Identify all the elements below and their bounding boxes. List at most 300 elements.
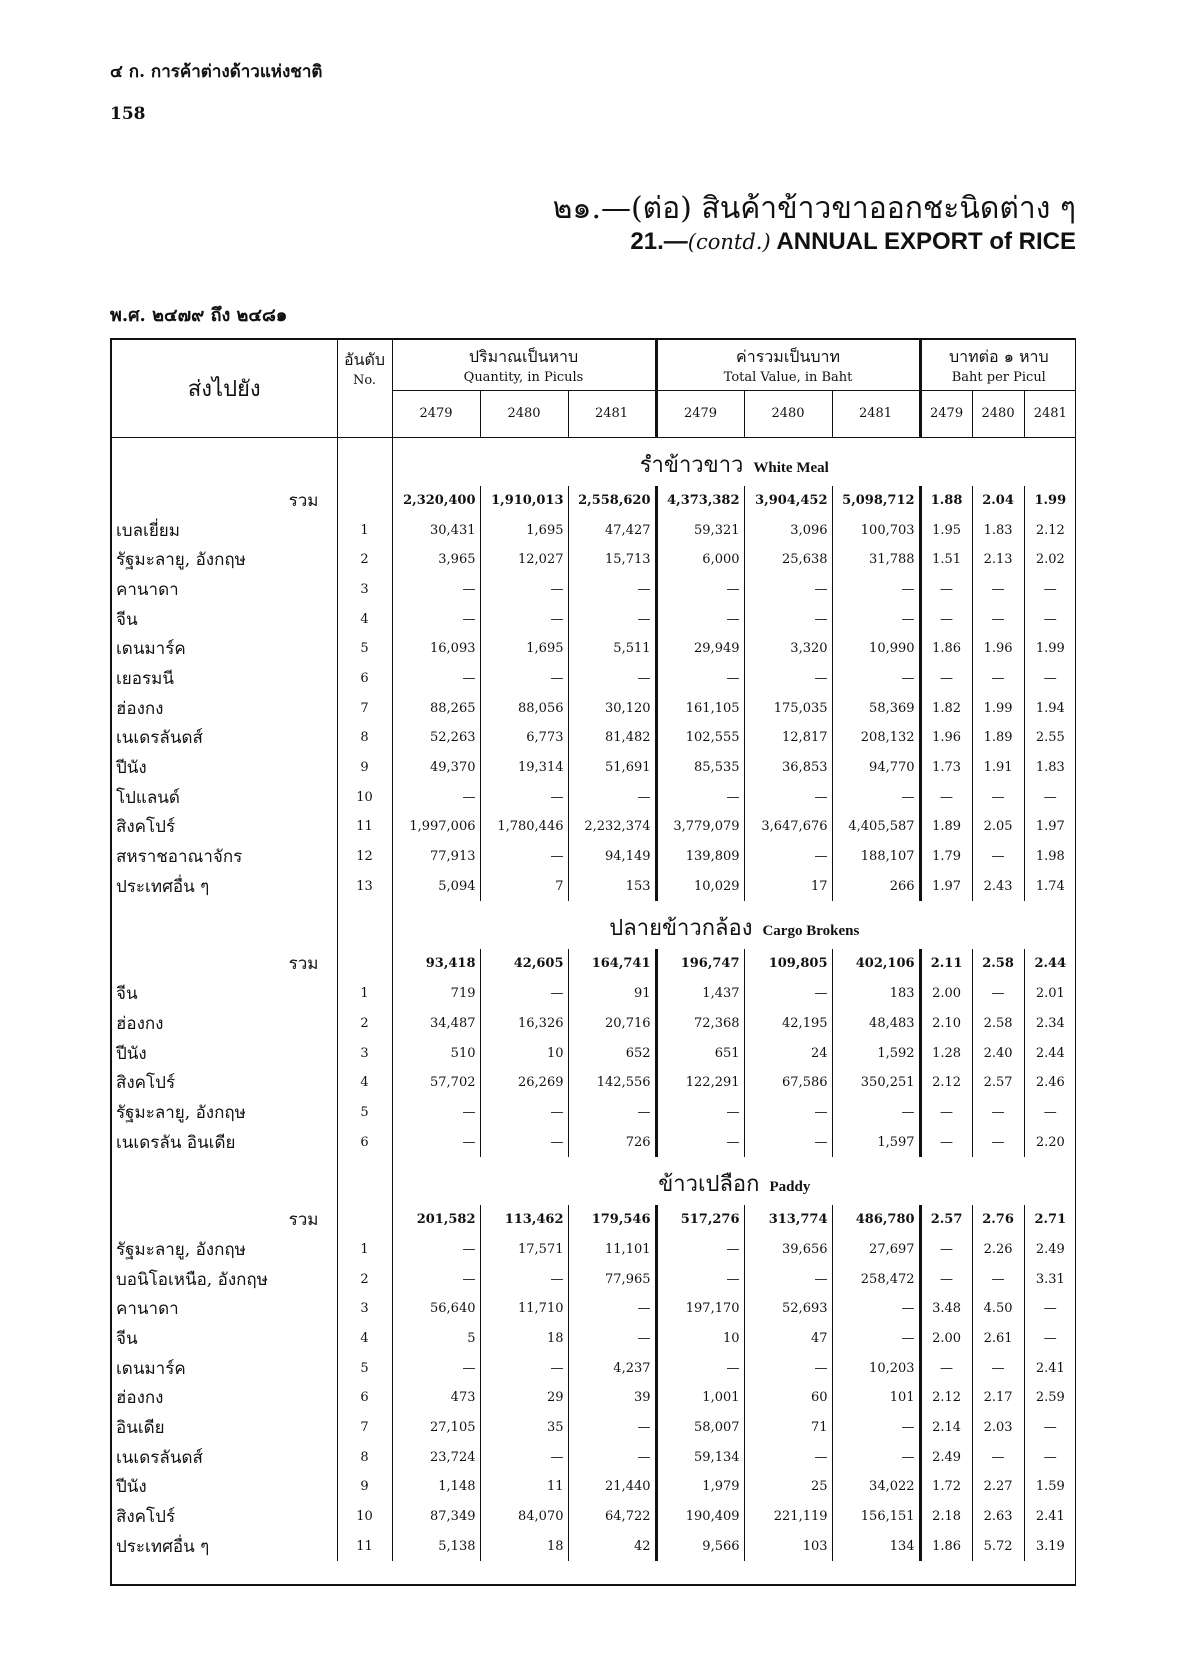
rate-cell: 3.48 bbox=[920, 1294, 972, 1324]
destination-cell: เดนมาร์ค bbox=[116, 639, 186, 660]
quantity-cell: 19,314 bbox=[480, 753, 568, 783]
value-cell: — bbox=[832, 664, 920, 694]
rate-cell: 3.31 bbox=[1024, 1264, 1076, 1294]
value-cell: 48,483 bbox=[832, 1009, 920, 1039]
table-row bbox=[112, 575, 1076, 605]
rate-cell: — bbox=[1024, 1442, 1076, 1472]
value-cell: 59,321 bbox=[656, 515, 744, 545]
rate-cell: 2.61 bbox=[972, 1324, 1024, 1354]
value-cell: 72,368 bbox=[656, 1009, 744, 1039]
value-cell: 58,007 bbox=[656, 1413, 744, 1443]
rate-cell: 2.46 bbox=[1024, 1068, 1076, 1098]
quantity-cell: 179,546 bbox=[568, 1205, 656, 1235]
quantity-cell: — bbox=[392, 782, 480, 812]
rate-cell: 1.96 bbox=[920, 723, 972, 753]
quantity-cell: 17,571 bbox=[480, 1235, 568, 1265]
destination-header: ส่งไปยัง bbox=[112, 340, 337, 437]
value-cell: — bbox=[656, 1127, 744, 1157]
value-cell: 58,369 bbox=[832, 693, 920, 723]
value-cell: — bbox=[832, 1442, 920, 1472]
rate-cell: 2.18 bbox=[920, 1502, 972, 1532]
quantity-cell: — bbox=[392, 1127, 480, 1157]
table-row bbox=[112, 1502, 1076, 1532]
rate-cell: — bbox=[972, 1442, 1024, 1472]
number-cell: 2 bbox=[337, 545, 392, 575]
value-cell: 47 bbox=[744, 1324, 832, 1354]
quantity-cell: — bbox=[392, 575, 480, 605]
table-row bbox=[112, 1294, 1076, 1324]
quantity-cell: 42,605 bbox=[480, 949, 568, 979]
rate-cell: — bbox=[972, 664, 1024, 694]
quantity-cell: — bbox=[568, 575, 656, 605]
rate-cell: — bbox=[972, 1127, 1024, 1157]
quantity-cell: 64,722 bbox=[568, 1502, 656, 1532]
destination-cell: รวม bbox=[288, 954, 319, 975]
value-cell: 17 bbox=[744, 871, 832, 901]
section-spacer bbox=[337, 1157, 392, 1205]
value-cell: — bbox=[744, 979, 832, 1009]
number-cell: 1 bbox=[337, 979, 392, 1009]
value-cell: 183 bbox=[832, 979, 920, 1009]
rate-cell: — bbox=[1024, 604, 1076, 634]
table-row bbox=[112, 1235, 1076, 1265]
number-header: อันดับ No. bbox=[337, 340, 392, 437]
value-cell: 39,656 bbox=[744, 1235, 832, 1265]
quantity-cell: — bbox=[392, 1353, 480, 1383]
quantity-cell: 39 bbox=[568, 1383, 656, 1413]
value-cell: — bbox=[744, 1442, 832, 1472]
table-row bbox=[112, 871, 1076, 901]
rate-cell: 1.95 bbox=[920, 515, 972, 545]
value-cell: 101 bbox=[832, 1383, 920, 1413]
number-cell bbox=[337, 486, 392, 516]
rate-cell: 3.19 bbox=[1024, 1532, 1076, 1562]
value-cell: 12,817 bbox=[744, 723, 832, 753]
quantity-cell: 1,780,446 bbox=[480, 812, 568, 842]
value-cell: 52,693 bbox=[744, 1294, 832, 1324]
quantity-cell: — bbox=[568, 1413, 656, 1443]
value-cell: 196,747 bbox=[656, 949, 744, 979]
value-cell: — bbox=[832, 575, 920, 605]
value-cell: — bbox=[744, 1264, 832, 1294]
quantity-cell: 94,149 bbox=[568, 842, 656, 872]
value-cell: — bbox=[656, 1098, 744, 1128]
value-cell: — bbox=[832, 1413, 920, 1443]
quantity-cell: 77,913 bbox=[392, 842, 480, 872]
rate-cell: 1.99 bbox=[972, 693, 1024, 723]
section-total-row bbox=[112, 486, 1076, 516]
rate-cell: — bbox=[920, 1353, 972, 1383]
table-row bbox=[112, 842, 1076, 872]
quantity-cell: 93,418 bbox=[392, 949, 480, 979]
quantity-cell: 5,511 bbox=[568, 634, 656, 664]
value-cell: 3,096 bbox=[744, 515, 832, 545]
section-title bbox=[392, 437, 1076, 486]
destination-cell: ฮ่องกง bbox=[116, 1388, 164, 1409]
rate-cell: 1.94 bbox=[1024, 693, 1076, 723]
destination-cell: สหราชอาณาจักร bbox=[116, 847, 243, 868]
table-row bbox=[112, 1068, 1076, 1098]
rate-cell: 1.97 bbox=[920, 871, 972, 901]
destination-cell: เนเดรลันดส์ bbox=[116, 1447, 203, 1468]
rate-cell: 1.86 bbox=[920, 1532, 972, 1562]
quantity-cell: 16,093 bbox=[392, 634, 480, 664]
data-table bbox=[112, 340, 1076, 1561]
rate-cell: 2.05 bbox=[972, 812, 1024, 842]
section-title-thai: รำข้าวขาว bbox=[639, 452, 744, 478]
rate-cell: 1.99 bbox=[1024, 634, 1076, 664]
section-spacer bbox=[112, 1157, 337, 1205]
value-cell: 1,592 bbox=[832, 1038, 920, 1068]
rate-cell: 1.51 bbox=[920, 545, 972, 575]
section-title-thai: ข้าวเปลือก bbox=[658, 1171, 760, 1197]
value-cell: 139,809 bbox=[656, 842, 744, 872]
number-cell bbox=[337, 1205, 392, 1235]
rate-cell: 2.49 bbox=[920, 1442, 972, 1472]
rate-cell: — bbox=[920, 664, 972, 694]
value-cell: 350,251 bbox=[832, 1068, 920, 1098]
rate-cell: 1.89 bbox=[972, 723, 1024, 753]
value-cell: 313,774 bbox=[744, 1205, 832, 1235]
section-spacer bbox=[112, 901, 337, 949]
rate-header: บาทต่อ ๑ หาบ Baht per Picul bbox=[920, 340, 1076, 390]
value-cell: — bbox=[656, 575, 744, 605]
value-cell: 402,106 bbox=[832, 949, 920, 979]
quantity-cell: 21,440 bbox=[568, 1472, 656, 1502]
rate-cell: 2.17 bbox=[972, 1383, 1024, 1413]
value-cell: 10,203 bbox=[832, 1353, 920, 1383]
quantity-cell: 34,487 bbox=[392, 1009, 480, 1039]
destination-cell: จีน bbox=[116, 1329, 138, 1350]
qty-year-2479: 2479 bbox=[392, 390, 480, 437]
quantity-cell: 1,695 bbox=[480, 634, 568, 664]
quantity-cell: 30,120 bbox=[568, 693, 656, 723]
rate-cell: 1.83 bbox=[972, 515, 1024, 545]
destination-cell: ประเทศอื่น ๆ bbox=[116, 1536, 210, 1557]
quantity-cell: 6,773 bbox=[480, 723, 568, 753]
rate-year-2480: 2480 bbox=[972, 390, 1024, 437]
destination-cell: ฮ่องกง bbox=[116, 1013, 164, 1034]
value-cell: 266 bbox=[832, 871, 920, 901]
table-row bbox=[112, 1532, 1076, 1562]
destination-cell: รวม bbox=[288, 490, 319, 511]
rate-cell: — bbox=[1024, 664, 1076, 694]
number-cell: 2 bbox=[337, 1264, 392, 1294]
table-row bbox=[112, 723, 1076, 753]
number-cell: 9 bbox=[337, 753, 392, 783]
number-cell: 3 bbox=[337, 575, 392, 605]
value-cell: 208,132 bbox=[832, 723, 920, 753]
number-cell: 12 bbox=[337, 842, 392, 872]
rate-cell: 1.98 bbox=[1024, 842, 1076, 872]
quantity-cell: 652 bbox=[568, 1038, 656, 1068]
rate-year-2479: 2479 bbox=[920, 390, 972, 437]
quantity-cell: 510 bbox=[392, 1038, 480, 1068]
value-cell: 1,437 bbox=[656, 979, 744, 1009]
number-cell: 5 bbox=[337, 1353, 392, 1383]
value-cell: 103 bbox=[744, 1532, 832, 1562]
rate-cell: 1.88 bbox=[920, 486, 972, 516]
destination-cell: เนเดรลันดส์ bbox=[116, 728, 203, 749]
quantity-cell: 1,148 bbox=[392, 1472, 480, 1502]
rate-cell: 2.03 bbox=[972, 1413, 1024, 1443]
rate-cell: 2.40 bbox=[972, 1038, 1024, 1068]
value-cell: 3,779,079 bbox=[656, 812, 744, 842]
title-main: ANNUAL EXPORT of RICE bbox=[776, 228, 1076, 255]
table-row bbox=[112, 1038, 1076, 1068]
table-row bbox=[112, 1353, 1076, 1383]
rate-cell: 2.00 bbox=[920, 979, 972, 1009]
rate-cell: 2.04 bbox=[972, 486, 1024, 516]
section-spacer bbox=[112, 437, 337, 486]
rate-cell: 2.26 bbox=[972, 1235, 1024, 1265]
rate-cell: 2.12 bbox=[920, 1383, 972, 1413]
number-cell: 5 bbox=[337, 1098, 392, 1128]
rate-cell: 1.89 bbox=[920, 812, 972, 842]
destination-cell: จีน bbox=[116, 984, 138, 1005]
value-cell: 3,647,676 bbox=[744, 812, 832, 842]
value-cell: 161,105 bbox=[656, 693, 744, 723]
number-cell: 11 bbox=[337, 812, 392, 842]
destination-cell: รัฐมะลายู, อังกฤษ bbox=[116, 1239, 246, 1260]
destination-cell: ปีนัง bbox=[116, 1043, 147, 1064]
value-cell: 85,535 bbox=[656, 753, 744, 783]
value-cell: — bbox=[656, 782, 744, 812]
section-title-english: White Meal bbox=[753, 459, 829, 476]
rate-cell: — bbox=[1024, 1294, 1076, 1324]
table-row bbox=[112, 1324, 1076, 1354]
rate-cell: — bbox=[972, 782, 1024, 812]
table-row bbox=[112, 1264, 1076, 1294]
number-cell: 5 bbox=[337, 634, 392, 664]
destination-cell: รัฐมะลายู, อังกฤษ bbox=[116, 550, 246, 571]
value-cell: 34,022 bbox=[832, 1472, 920, 1502]
rate-cell: — bbox=[972, 1353, 1024, 1383]
quantity-header: ปริมาณเป็นหาบ Quantity, in Piculs bbox=[392, 340, 656, 390]
section-spacer bbox=[337, 437, 392, 486]
rate-cell: 2.27 bbox=[972, 1472, 1024, 1502]
destination-cell: ปีนัง bbox=[116, 758, 147, 779]
number-cell: 4 bbox=[337, 1068, 392, 1098]
rate-cell: 2.63 bbox=[972, 1502, 1024, 1532]
value-cell: 10,029 bbox=[656, 871, 744, 901]
section-title-thai: ปลายข้าวกล้อง bbox=[609, 916, 753, 942]
rate-cell: 2.12 bbox=[1024, 515, 1076, 545]
value-cell: 156,151 bbox=[832, 1502, 920, 1532]
quantity-cell: 142,556 bbox=[568, 1068, 656, 1098]
value-cell: 3,320 bbox=[744, 634, 832, 664]
quantity-cell: — bbox=[568, 604, 656, 634]
number-cell: 6 bbox=[337, 664, 392, 694]
number-cell: 10 bbox=[337, 1502, 392, 1532]
destination-cell: บอนิโอเหนือ, อังกฤษ bbox=[116, 1269, 268, 1290]
number-cell: 8 bbox=[337, 1442, 392, 1472]
rate-cell: 5.72 bbox=[972, 1532, 1024, 1562]
number-cell: 2 bbox=[337, 1009, 392, 1039]
table-row bbox=[112, 979, 1076, 1009]
section-heading-row bbox=[112, 901, 1076, 949]
quantity-cell: — bbox=[480, 842, 568, 872]
quantity-cell: 29 bbox=[480, 1383, 568, 1413]
rate-cell: 2.57 bbox=[920, 1205, 972, 1235]
number-cell: 11 bbox=[337, 1532, 392, 1562]
rate-cell: — bbox=[1024, 1413, 1076, 1443]
quantity-cell: — bbox=[480, 979, 568, 1009]
rate-cell: 2.58 bbox=[972, 949, 1024, 979]
value-cell: 1,597 bbox=[832, 1127, 920, 1157]
value-cell: — bbox=[744, 842, 832, 872]
quantity-cell: 15,713 bbox=[568, 545, 656, 575]
quantity-cell: 5,094 bbox=[392, 871, 480, 901]
quantity-cell: 12,027 bbox=[480, 545, 568, 575]
rate-cell: 1.99 bbox=[1024, 486, 1076, 516]
value-cell: 221,119 bbox=[744, 1502, 832, 1532]
quantity-cell: — bbox=[480, 782, 568, 812]
quantity-cell: 5 bbox=[392, 1324, 480, 1354]
quantity-cell: 23,724 bbox=[392, 1442, 480, 1472]
rate-cell: 2.44 bbox=[1024, 949, 1076, 979]
value-cell: 36,853 bbox=[744, 753, 832, 783]
quantity-cell: 1,695 bbox=[480, 515, 568, 545]
quantity-cell: 35 bbox=[480, 1413, 568, 1443]
table-row bbox=[112, 1413, 1076, 1443]
table-row bbox=[112, 1472, 1076, 1502]
value-cell: 100,703 bbox=[832, 515, 920, 545]
rate-cell: — bbox=[1024, 575, 1076, 605]
rate-cell: — bbox=[972, 1098, 1024, 1128]
value-cell: 1,979 bbox=[656, 1472, 744, 1502]
number-cell: 1 bbox=[337, 1235, 392, 1265]
quantity-cell: — bbox=[568, 1442, 656, 1472]
quantity-cell: — bbox=[392, 1098, 480, 1128]
value-cell: 190,409 bbox=[656, 1502, 744, 1532]
quantity-cell: 27,105 bbox=[392, 1413, 480, 1443]
quantity-cell: 18 bbox=[480, 1324, 568, 1354]
rate-cell: 2.55 bbox=[1024, 723, 1076, 753]
number-cell: 9 bbox=[337, 1472, 392, 1502]
rate-cell: 4.50 bbox=[972, 1294, 1024, 1324]
quantity-cell: — bbox=[568, 1098, 656, 1128]
rate-cell: — bbox=[972, 979, 1024, 1009]
quantity-cell: 51,691 bbox=[568, 753, 656, 783]
quantity-cell: 3,965 bbox=[392, 545, 480, 575]
number-cell bbox=[337, 949, 392, 979]
quantity-cell: 726 bbox=[568, 1127, 656, 1157]
destination-cell: เบลเยี่ยม bbox=[116, 520, 180, 541]
rate-cell: — bbox=[920, 1264, 972, 1294]
destination-cell: สิงคโปร์ bbox=[116, 817, 176, 838]
rate-cell: 1.28 bbox=[920, 1038, 972, 1068]
value-cell: — bbox=[656, 1353, 744, 1383]
quantity-cell: — bbox=[480, 1098, 568, 1128]
rate-cell: 2.14 bbox=[920, 1413, 972, 1443]
rate-cell: 2.41 bbox=[1024, 1353, 1076, 1383]
quantity-cell: 91 bbox=[568, 979, 656, 1009]
quantity-cell: — bbox=[392, 664, 480, 694]
quantity-cell: 26,269 bbox=[480, 1068, 568, 1098]
section-heading-row bbox=[112, 1157, 1076, 1205]
quantity-cell: — bbox=[480, 1127, 568, 1157]
value-cell: 175,035 bbox=[744, 693, 832, 723]
value-cell: — bbox=[744, 1353, 832, 1383]
section-heading-row bbox=[112, 437, 1076, 486]
value-cell: 59,134 bbox=[656, 1442, 744, 1472]
rate-cell: 1.59 bbox=[1024, 1472, 1076, 1502]
qty-year-2481: 2481 bbox=[568, 390, 656, 437]
quantity-cell: 30,431 bbox=[392, 515, 480, 545]
destination-cell: ปีนัง bbox=[116, 1477, 147, 1498]
value-cell: — bbox=[744, 604, 832, 634]
destination-cell: ฮ่องกง bbox=[116, 698, 164, 719]
destination-cell: อินเดีย bbox=[116, 1418, 165, 1439]
quantity-cell: — bbox=[392, 604, 480, 634]
table-row bbox=[112, 515, 1076, 545]
value-cell: 24 bbox=[744, 1038, 832, 1068]
quantity-cell: 1,910,013 bbox=[480, 486, 568, 516]
table-row bbox=[112, 1127, 1076, 1157]
page-number: 158 bbox=[110, 104, 146, 124]
rate-cell: 2.02 bbox=[1024, 545, 1076, 575]
table-row bbox=[112, 634, 1076, 664]
quantity-cell: — bbox=[480, 1353, 568, 1383]
value-cell: 6,000 bbox=[656, 545, 744, 575]
rate-cell: — bbox=[920, 782, 972, 812]
value-cell: — bbox=[832, 1098, 920, 1128]
number-cell: 4 bbox=[337, 1324, 392, 1354]
quantity-cell: 87,349 bbox=[392, 1502, 480, 1532]
section-title bbox=[392, 1157, 1076, 1205]
quantity-cell: — bbox=[480, 1264, 568, 1294]
table-row bbox=[112, 604, 1076, 634]
value-cell: — bbox=[656, 1264, 744, 1294]
number-cell: 8 bbox=[337, 723, 392, 753]
quantity-cell: 57,702 bbox=[392, 1068, 480, 1098]
value-cell: 27,697 bbox=[832, 1235, 920, 1265]
table-row bbox=[112, 664, 1076, 694]
rate-cell: — bbox=[920, 604, 972, 634]
destination-cell: คานาดา bbox=[116, 579, 179, 600]
value-cell: — bbox=[744, 1098, 832, 1128]
rate-cell: — bbox=[972, 1264, 1024, 1294]
value-cell: — bbox=[744, 1127, 832, 1157]
quantity-cell: 88,056 bbox=[480, 693, 568, 723]
destination-cell: ประเทศอื่น ๆ bbox=[116, 876, 210, 897]
quantity-cell: — bbox=[568, 1294, 656, 1324]
table-title-english bbox=[630, 228, 1076, 256]
rate-cell: 1.79 bbox=[920, 842, 972, 872]
quantity-cell: 42 bbox=[568, 1532, 656, 1562]
number-cell: 7 bbox=[337, 1413, 392, 1443]
value-cell: — bbox=[744, 575, 832, 605]
value-cell: — bbox=[832, 604, 920, 634]
destination-cell: รวม bbox=[288, 1210, 319, 1231]
value-cell: 4,405,587 bbox=[832, 812, 920, 842]
quantity-cell: 20,716 bbox=[568, 1009, 656, 1039]
quantity-cell: 164,741 bbox=[568, 949, 656, 979]
value-header: ค่ารวมเป็นบาท Total Value, in Baht bbox=[656, 340, 920, 390]
value-cell: — bbox=[656, 664, 744, 694]
number-cell: 4 bbox=[337, 604, 392, 634]
quantity-cell: 81,482 bbox=[568, 723, 656, 753]
destination-cell: เนเดรลัน อินเดีย bbox=[116, 1132, 236, 1153]
quantity-cell: — bbox=[568, 782, 656, 812]
title-contd: (contd.) bbox=[687, 230, 771, 254]
table-row bbox=[112, 1442, 1076, 1472]
value-cell: 71 bbox=[744, 1413, 832, 1443]
quantity-cell: 7 bbox=[480, 871, 568, 901]
table-row bbox=[112, 1009, 1076, 1039]
quantity-cell: 11,710 bbox=[480, 1294, 568, 1324]
